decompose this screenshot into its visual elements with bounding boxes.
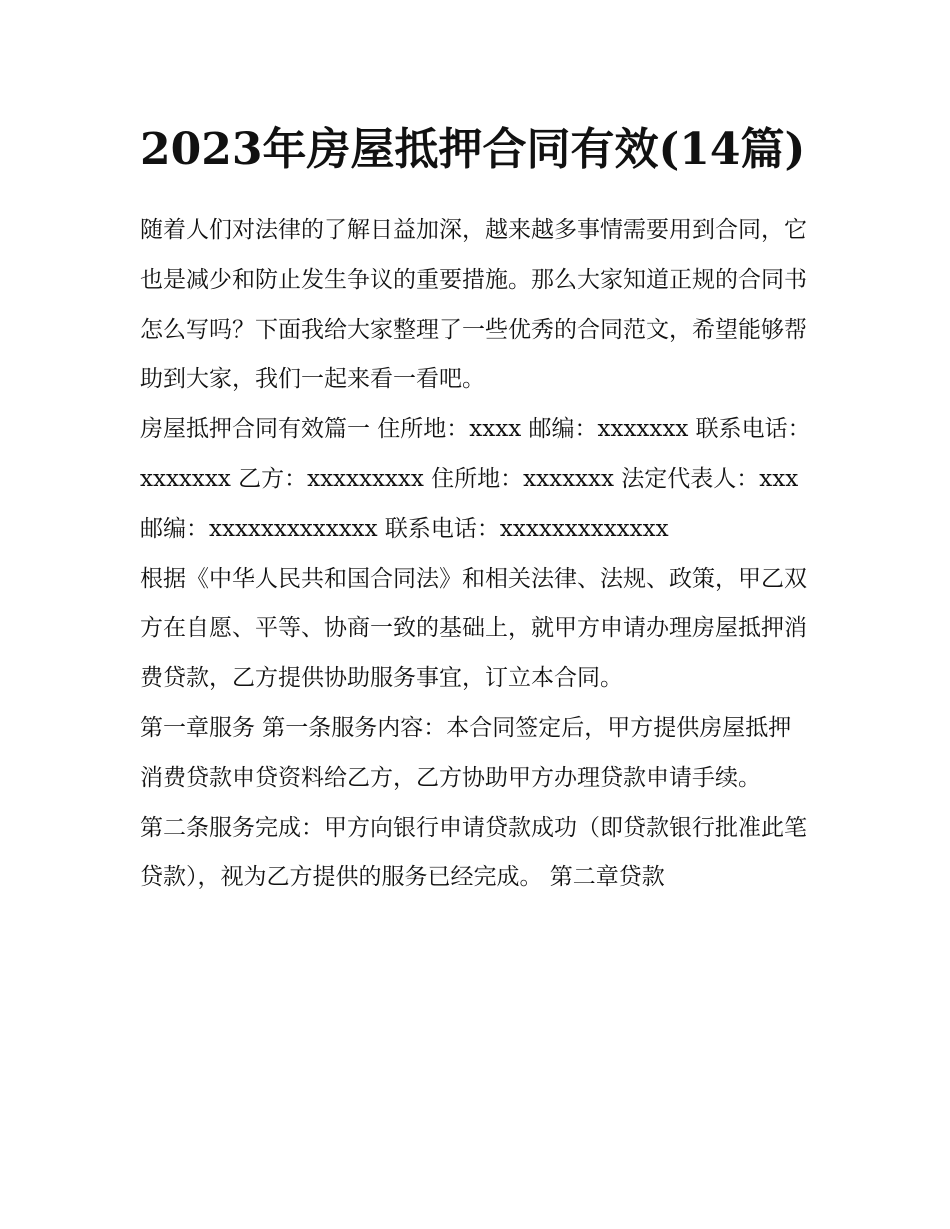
document-body bbox=[140, 206, 812, 903]
chapter-one-paragraph: 第一章服务 第一条服务内容：本合同签定后，甲方提供房屋抵押消费贷款申贷资料给乙方，乙方协助甲方办理贷款申请手续。 bbox=[140, 714, 792, 791]
intro-paragraph: 随着人们对法律的了解日益加深，越来越多事情需要用到合同，它也是减少和防止发生争议的重要措施。那么大家知道正规的合同书怎么写吗？下面我给大家整理了一些优秀的合同范文，希望能够帮助到大家，我们一起来看一看吧。 bbox=[140, 217, 807, 393]
postcode-paragraph: 邮编：xxxxxxxxxxxxx 联系电话：xxxxxxxxxxxxx bbox=[140, 515, 669, 542]
basis-paragraph: 根据《中华人民共和国合同法》和相关法律、法规、政策，甲乙双方在自愿、平等、协商一致的基础上，就甲方申请办理房屋抵押消费贷款，乙方提供协助服务事宜，订立本合同。 bbox=[140, 565, 807, 692]
party-info-paragraph: 房屋抵押合同有效篇一 住所地：xxxx 邮编：xxxxxxx 联系电话：xxxxxxx 乙方：xxxxxxxxx 住所地：xxxxxxx 法定代表人：xxx bbox=[140, 416, 811, 492]
document-title: 2023年房屋抵押合同有效(14篇) bbox=[140, 124, 806, 175]
article-two-paragraph: 第二条服务完成：甲方向银行申请贷款成功（即贷款银行批准此笔贷款），视为乙方提供的服务已经完成。 第二章贷款 bbox=[140, 814, 807, 891]
document-page bbox=[140, 118, 812, 903]
